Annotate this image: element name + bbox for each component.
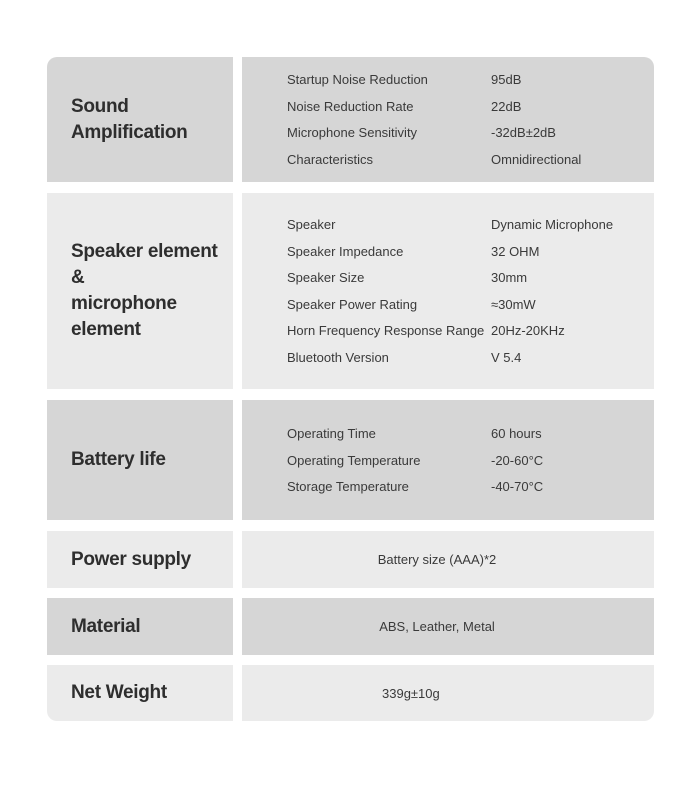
section-divider bbox=[233, 598, 242, 655]
section-label-text: Power supply bbox=[71, 548, 191, 570]
section-divider bbox=[233, 193, 242, 389]
section-label-text: Net Weight bbox=[71, 682, 167, 703]
spec-value: 32 OHM bbox=[491, 243, 540, 259]
spec-name: Speaker Power Rating bbox=[287, 296, 418, 312]
spec-name: Speaker bbox=[287, 217, 336, 233]
spec-value: 60 hours bbox=[491, 426, 542, 441]
spec-name: Speaker Impedance bbox=[287, 243, 404, 259]
spec-row bbox=[242, 67, 654, 94]
section-label bbox=[47, 400, 233, 520]
section-content bbox=[242, 598, 654, 655]
spec-name: Characteristics bbox=[287, 151, 373, 167]
section-label-text: Battery life bbox=[71, 449, 166, 470]
spec-name: Noise Reduction Rate bbox=[287, 98, 414, 114]
spec-value: ≈30mW bbox=[491, 296, 536, 312]
section-content bbox=[242, 57, 654, 182]
section-spacer bbox=[47, 655, 654, 665]
spec-section-net-weight bbox=[47, 665, 654, 721]
spec-value: -32dB±2dB bbox=[491, 125, 556, 141]
spec-name: Microphone Sensitivity bbox=[287, 125, 418, 141]
section-label-text: Sound Amplification bbox=[71, 95, 188, 143]
section-divider bbox=[233, 400, 242, 520]
spec-row bbox=[242, 344, 654, 371]
section-spacer bbox=[47, 182, 654, 193]
spec-section-sound-amplification bbox=[47, 57, 654, 182]
spec-name: Horn Frequency Response Range bbox=[287, 323, 485, 339]
spec-row bbox=[242, 146, 654, 173]
spec-section-power-supply bbox=[47, 531, 654, 588]
section-label bbox=[47, 665, 233, 721]
spec-row bbox=[242, 265, 654, 292]
spec-name: Operating Temperature bbox=[287, 452, 421, 468]
spec-value: Battery size (AAA)*2 bbox=[377, 552, 497, 567]
spec-section-material bbox=[47, 598, 654, 655]
spec-row bbox=[242, 120, 654, 147]
spec-value: 339g±10g bbox=[382, 685, 440, 701]
spec-name: Bluetooth Version bbox=[287, 349, 389, 365]
spec-name: Startup Noise Reduction bbox=[287, 72, 428, 88]
spec-value: V 5.4 bbox=[491, 349, 522, 365]
spec-value: Omnidirectional bbox=[491, 151, 582, 167]
spec-row bbox=[242, 318, 654, 345]
spec-value: 95dB bbox=[491, 72, 522, 88]
section-content bbox=[242, 665, 654, 721]
section-label bbox=[47, 57, 233, 182]
spec-name: Speaker Size bbox=[287, 270, 365, 286]
section-content bbox=[242, 400, 654, 520]
spec-value: -20-60°C bbox=[491, 452, 544, 468]
spec-row bbox=[242, 238, 654, 265]
section-spacer bbox=[47, 520, 654, 531]
spec-row bbox=[242, 291, 654, 318]
spec-row bbox=[242, 473, 654, 500]
spec-row bbox=[242, 447, 654, 474]
section-divider bbox=[233, 531, 242, 588]
spec-name: Storage Temperature bbox=[287, 479, 409, 494]
spec-row bbox=[242, 420, 654, 447]
spec-value: -40-70°C bbox=[491, 479, 544, 494]
section-divider bbox=[233, 57, 242, 182]
spec-value: ABS, Leather, Metal bbox=[379, 619, 495, 634]
section-label bbox=[47, 193, 233, 389]
spec-row bbox=[242, 93, 654, 120]
section-spacer bbox=[47, 389, 654, 400]
spec-value: 30mm bbox=[491, 270, 528, 286]
spec-row bbox=[242, 212, 654, 239]
spec-value: 22dB bbox=[491, 98, 522, 114]
section-label bbox=[47, 598, 233, 655]
section-divider bbox=[233, 665, 242, 721]
section-content bbox=[242, 531, 654, 588]
spec-section-battery-life bbox=[47, 400, 654, 520]
section-spacer bbox=[47, 588, 654, 598]
spec-table bbox=[47, 57, 654, 721]
spec-name: Operating Time bbox=[287, 426, 376, 441]
spec-value: 20Hz-20KHz bbox=[491, 323, 565, 339]
section-label-text: Speaker element & microphone element bbox=[71, 241, 218, 340]
spec-value: Dynamic Microphone bbox=[491, 217, 614, 233]
section-content bbox=[242, 193, 654, 389]
section-label-text: Material bbox=[71, 615, 141, 637]
spec-section-speaker-microphone bbox=[47, 193, 654, 389]
section-label bbox=[47, 531, 233, 588]
